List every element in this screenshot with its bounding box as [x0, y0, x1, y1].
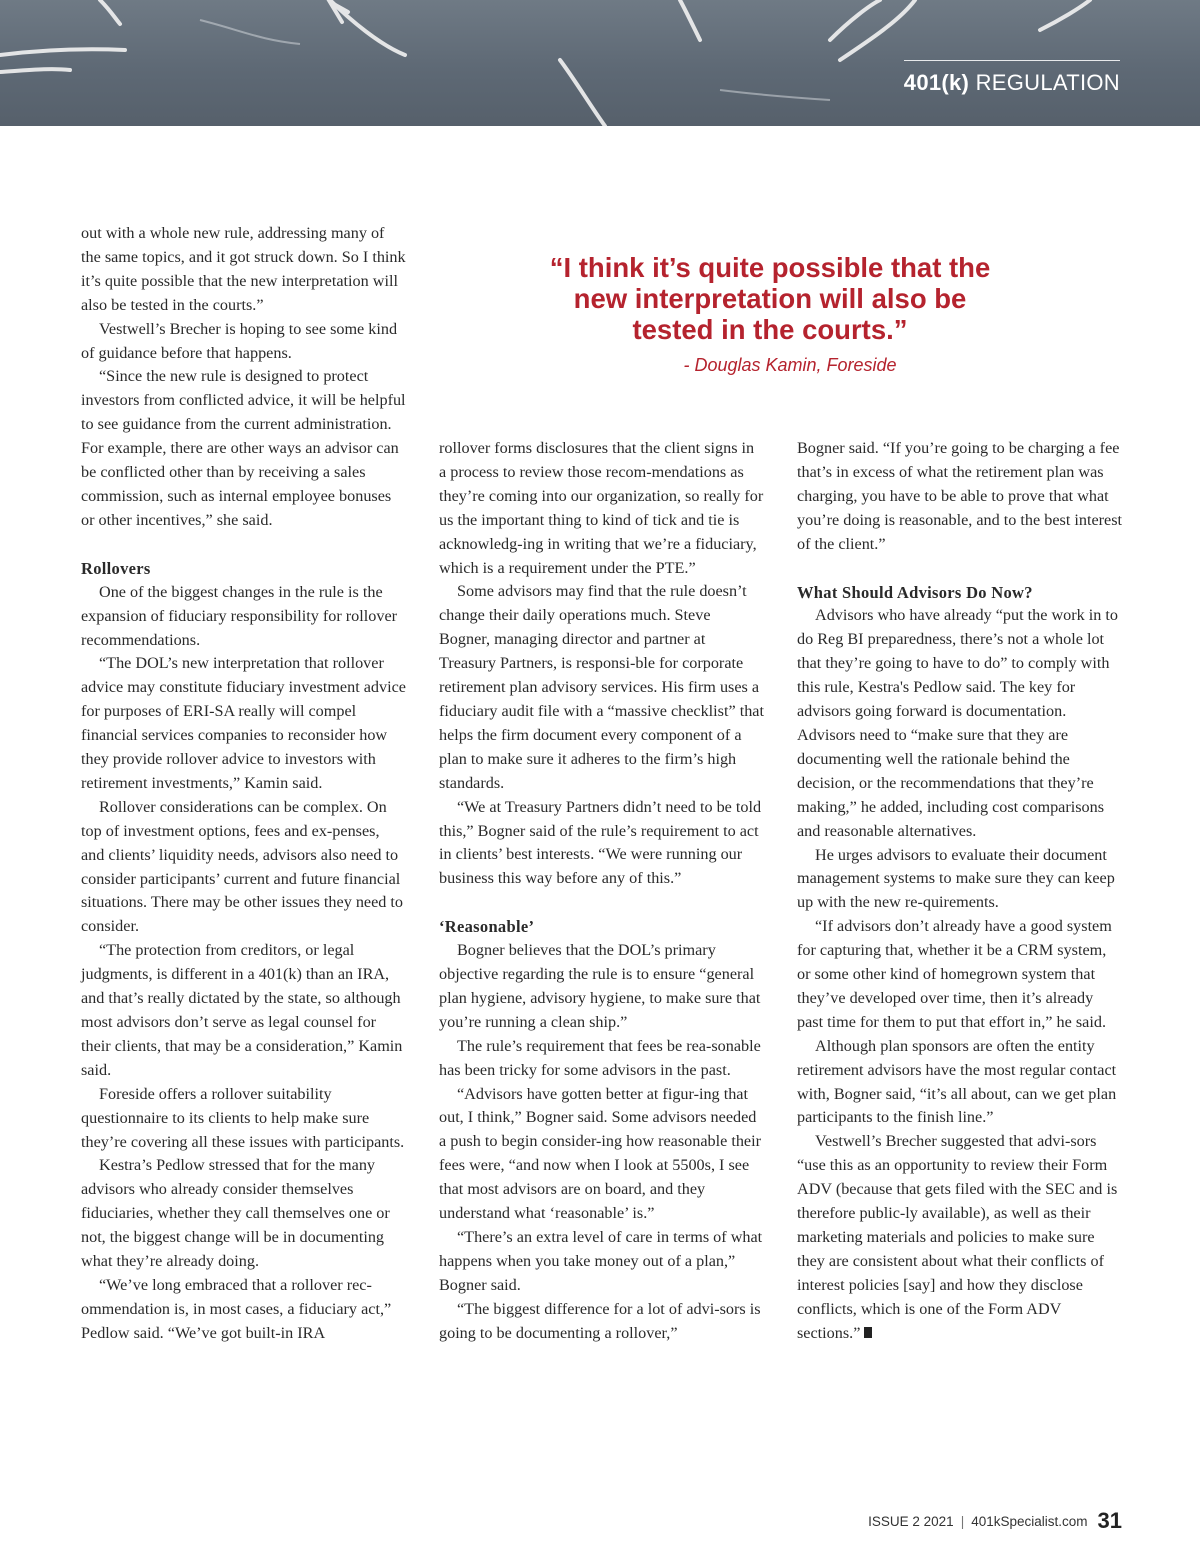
- paragraph: “The DOL’s new interpretation that rollover advice may constitute fiduciary investment advice for purposes of ERI-SA really will compel financial services companies to reconsider how they provide rollover advice to investors with retirement investments,” Kamin said.: [81, 654, 406, 792]
- paragraph: Foreside offers a rollover suitability questionnaire to its clients to help make sure they’re covering all these issues with participants.: [81, 1084, 405, 1151]
- pull-quote-line-1: “I think it’s quite possible that the: [549, 252, 991, 283]
- article-column-1: [81, 222, 406, 1346]
- paragraph: Bogner believes that the DOL’s primary objective regarding the rule is to ensure “general plan hygiene, advisory hygiene, to make sure that you’re running a clean ship.”: [439, 941, 761, 1031]
- section-label: [904, 70, 1120, 96]
- paragraph-text: Vestwell’s Brecher suggested that advi-sors “use this as an opportunity to review their Form ADV (because that gets filed with the SEC and is therefore public-ly available), as well as their marketing materials and policies to make sure they are consistent about what their conflicts of interest policies [say] and how they disclose conflicts, which is one of the Form ADV sections.”: [797, 1132, 1118, 1342]
- paragraph: The rule’s requirement that fees be rea-sonable has been tricky for some advisors in the past.: [439, 1036, 761, 1079]
- paragraph: Bogner said. “If you’re going to be charging a fee that’s in excess of what the retirement plan was charging, you have to be able to prove that what you’re doing is reasonable, and to the best interest of the client.”: [797, 439, 1123, 553]
- section-label-rest: REGULATION: [969, 70, 1120, 95]
- subheading-what-should-advisors-do-now: What Should Advisors Do Now?: [797, 582, 1033, 602]
- page-number: 31: [1097, 1508, 1122, 1533]
- paragraph: Some advisors may find that the rule doesn’t change their daily operations much. Steve Bogner, managing director and partner at Treasury Partners, is responsi-ble for corporate retirement plan advisory services. His firm uses a fiduciary audit file with a “massive checklist” that helps the firm document every component of a plan to make sure it adheres to the firm’s high standards.: [439, 582, 764, 792]
- paragraph: “We at Treasury Partners didn’t need to be told this,” Bogner said of the rule’s requirement to act in clients’ best interests. “We were running our business this way before any of this.”: [439, 797, 762, 888]
- paragraph: “If advisors don’t already have a good system for capturing that, whether it be a CRM system, or some other kind of homegrown system that they’ve developed over time, then it’s already past time for them to put that effort in,” he said.: [797, 917, 1112, 1031]
- paragraph: “The biggest difference for a lot of advi-sors is going to be documenting a rollover,”: [439, 1299, 761, 1342]
- paragraph: “We’ve long embraced that a rollover rec-ommendation is, in most cases, a fiduciary act,” Pedlow said. “We’ve got built-in IRA: [81, 1275, 392, 1342]
- issue-label: ISSUE 2 2021: [868, 1514, 954, 1529]
- end-of-article-icon: [864, 1327, 872, 1338]
- subheading-reasonable: ‘Reasonable’: [439, 917, 535, 937]
- paragraph: “The protection from creditors, or legal judgments, is different in a 401(k) than an IRA, and that’s really dictated by the state, so although most advisors don’t serve as legal counsel for their clients, that may be a consideration,” Kamin said.: [81, 941, 403, 1079]
- paragraph: “There’s an extra level of care in terms of what happens when you take money out of a plan,” Bogner said.: [439, 1228, 763, 1294]
- paragraph: “Advisors have gotten better at figur-ing that out, I think,” Bogner said. Some advisors needed a push to begin consider-ing how reasonable their fees were, “and now when I look at 5500s, I see that most advisors are on board, and they understand what ‘reasonable’ is.”: [439, 1084, 761, 1223]
- article-column-3: [797, 437, 1122, 1346]
- pull-quote-line-2: new interpretation will also be: [573, 283, 967, 314]
- pull-quote-attribution: - Douglas Kamin, Foreside: [683, 355, 897, 375]
- paragraph: Advisors who have already “put the work in to do Reg BI preparedness, there’s not a whole lot that they’re going to have to do” to comply with this rule, Kestra's Pedlow said. The key for advisors going forward is documentation. Advisors need to “make sure that they are documenting well the rationale behind the decision, or the recommendations that they’re making,” he added, including cost comparisons and reasonable alternatives.: [797, 606, 1118, 840]
- paragraph: Rollover considerations can be complex. On top of investment options, fees and ex-penses, and clients’ liquidity needs, advisors also need to consider participants’ current and future financial situations. There may be other issues they need to consider.: [81, 797, 404, 936]
- footer-separator: |: [960, 1514, 965, 1529]
- pull-quote: [470, 252, 1070, 376]
- page-footer: [868, 1508, 1122, 1534]
- paragraph: Kestra’s Pedlow stressed that for the many advisors who already consider themselves fiduciaries, whether they call themselves one or not, the biggest change will be in documenting what they’re already doing.: [81, 1156, 390, 1271]
- paragraph: “Since the new rule is designed to protect investors from conflicted advice, it will be helpful to see guidance from the current administration. For example, there are other ways an advisor can be conflicted other than by receiving a sales commission, such as internal employee bonuses or other incentives,” she said.: [81, 367, 406, 529]
- paragraph: Vestwell’s Brecher is hoping to see some kind of guidance before that happens.: [81, 319, 398, 362]
- paragraph: out with a whole new rule, addressing many of the same topics, and it got struck down. So I think it’s quite possible that the new interpretation will also be tested in the courts.”: [81, 224, 406, 314]
- subheading-rollovers: Rollovers: [81, 558, 151, 578]
- last-paragraph: [797, 1130, 1122, 1345]
- paragraph: rollover forms disclosures that the client signs in a process to review those recom-mendations as they’re coming into our organization, so really for us the important thing to kind of tick and tie is acknowledg-ing in writing that we’re a fiduciary, which is a requirement under the PTE.”: [439, 439, 764, 577]
- article-column-2: [439, 437, 764, 1346]
- section-label-bold: 401(k): [903, 70, 970, 95]
- section-rule: [904, 60, 1120, 61]
- pull-quote-line-3: tested in the courts.”: [632, 314, 908, 345]
- arrow-doodles-decoration: [0, 0, 1200, 126]
- paragraph: Although plan sponsors are often the entity retirement advisors have the most regular contact with, Bogner said, “it’s all about, can we get plan participants to the finish line.”: [797, 1036, 1117, 1127]
- website-label: 401kSpecialist.com: [971, 1514, 1088, 1529]
- header-banner: [0, 0, 1200, 126]
- paragraph: One of the biggest changes in the rule is the expansion of fiduciary responsibility for rollover recommendations.: [81, 582, 398, 649]
- paragraph: He urges advisors to evaluate their document management systems to make sure they can keep up with the new re-quirements.: [797, 845, 1115, 912]
